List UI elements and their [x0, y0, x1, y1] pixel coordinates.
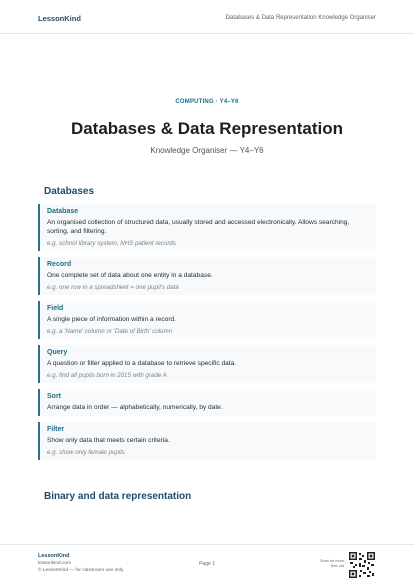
- footer-scan-text: Scan for more free out: [320, 559, 344, 568]
- entry-definition: One complete set of data about one entity in a database.: [47, 272, 213, 279]
- entry-query: [38, 345, 376, 383]
- entry-term: Record: [47, 261, 72, 268]
- entry-database: [38, 204, 376, 251]
- section-heading-databases: Databases: [44, 186, 95, 197]
- footer-site: lessonkind.com: [38, 561, 72, 566]
- header-brand: LessonKind: [38, 14, 81, 23]
- entry-example: e.g. show only female pupils: [47, 449, 125, 456]
- subject-kicker: COMPUTING · Y4–Y6: [175, 99, 239, 105]
- footer-copyright: © LessonKind — for classroom use only: [38, 568, 124, 573]
- entry-term: Filter: [47, 426, 65, 433]
- page-footer: [0, 544, 414, 585]
- entry-example: e.g. one row in a spreadsheet = one pupil's data: [47, 284, 179, 291]
- entry-definition: Arrange data in order — alphabetically, numerically, by date.: [47, 404, 223, 411]
- entry-example: e.g. school library system, NHS patient records: [47, 240, 176, 247]
- entry-example: e.g. a 'Name' column or 'Date of Birth' column: [47, 328, 173, 335]
- entry-term: Field: [47, 305, 64, 312]
- qr-code-icon: [348, 551, 376, 579]
- page-header: [0, 0, 414, 34]
- section-heading-binary: Binary and data representation: [44, 491, 192, 502]
- entry-record: [38, 257, 376, 295]
- entry-term: Query: [47, 349, 68, 356]
- entry-term: Database: [47, 208, 79, 215]
- header-doc-title: Databases & Data Representation Knowledge Organiser: [225, 15, 376, 21]
- entry-definition: A question or filter applied to a database to retrieve specific data.: [47, 360, 237, 367]
- page-subtitle: Knowledge Organiser — Y4–Y6: [150, 146, 264, 155]
- page-title: Databases & Data Representation: [70, 119, 344, 138]
- footer-brand: LessonKind: [38, 553, 70, 559]
- entry-definition: A single piece of information within a record.: [47, 316, 177, 323]
- entry-example: e.g. find all pupils born in 2015 with grade A: [47, 372, 167, 379]
- databases-entry-list: [38, 204, 376, 466]
- entry-definition: An organised collection of structured data, usually stored and accessed electronically. Allows searching, sorting, and filtering.: [47, 219, 350, 235]
- entry-field: [38, 301, 376, 339]
- footer-page-number: Page 1: [199, 561, 215, 567]
- entry-filter: [38, 422, 376, 460]
- entry-sort: [38, 389, 376, 416]
- entry-definition: Show only data that meets certain criteria.: [47, 437, 170, 444]
- entry-term: Sort: [47, 393, 61, 400]
